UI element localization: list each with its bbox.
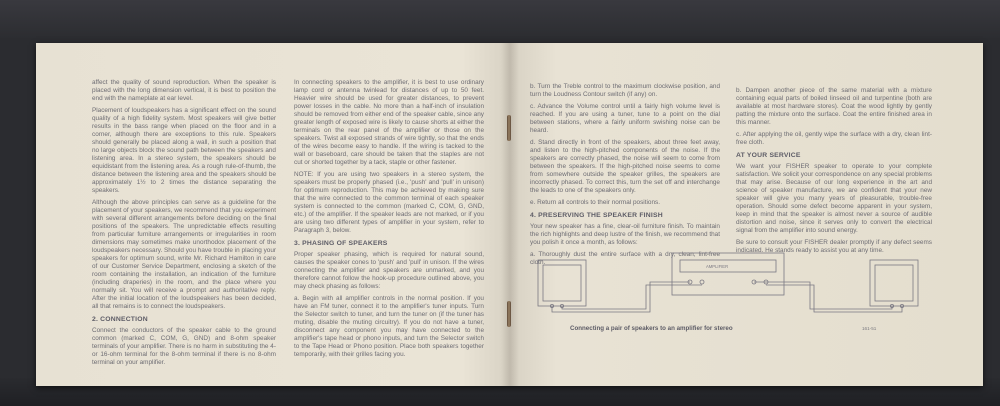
page4-paragraph: Be sure to consult your FISHER dealer promptly if any defect seems indicated. He stands ready to assist you at any time.	[736, 239, 932, 254]
page4-column	[736, 87, 932, 259]
wire-right-common	[754, 282, 892, 309]
page2-paragraph: Proper speaker phasing, which is required for natural sound, causes the speaker cones to 'push' and 'pull' in unison. If the wires connecting the amplifier and speakers are unmarked, and you therefore cannot follow the hook-up procedure outlined above, you may check phasing as follows:	[294, 251, 484, 290]
page3-column	[530, 83, 720, 271]
amplifier-terminal	[700, 280, 704, 284]
page-code: 161-51	[862, 326, 877, 331]
staple-top	[507, 115, 511, 141]
amplifier-label: AMPLIFIER	[706, 264, 729, 269]
amplifier-outline	[672, 253, 784, 295]
heading-preserving-finish: 4. PRESERVING THE SPEAKER FINISH	[530, 212, 663, 219]
diagram-caption: Connecting a pair of speakers to an amplifier for stereo	[570, 325, 733, 332]
wire-left-8ohm	[562, 285, 702, 309]
page1-column	[92, 79, 276, 371]
wire-left-common	[552, 282, 690, 312]
staple-bottom	[507, 301, 511, 327]
heading-connection: 2. CONNECTION	[92, 316, 148, 323]
dark-background-top	[0, 0, 1000, 38]
page3-paragraph: b. Turn the Treble control to the maximum clockwise position, and turn the Loudness Contour switch (if any) on.	[530, 83, 720, 98]
page2-paragraph: NOTE: If you are using two speakers in a stereo system, the speakers must be properly phased (i.e., 'push' and 'pull' in unison) for optimum reproduction. This may be achieved by making sure that the wire connected to the common terminal of each speaker system is connected to the common (marked C, COM, G, GND, etc.) of the amplifier. If the speaker leads are not marked, or if you are using two different types of amplifier in your system, refer to Paragraph 3, below.	[294, 171, 484, 234]
page3-paragraph: e. Return all controls to their normal positions.	[530, 199, 661, 206]
wire-right-8ohm	[766, 285, 902, 312]
page4-paragraph: c. After applying the oil, gently wipe the surface with a dry, clean lint-free cloth.	[736, 131, 932, 146]
page3-paragraph: c. Advance the Volume control until a fairly high volume level is reached. If you are using a tuner, tune to a point on the dial between stations, where a fairly uniform swishing noise can be heard.	[530, 103, 720, 134]
page1-paragraph: affect the quality of sound reproduction. When the speaker is placed with the long dimension vertical, it is best to position the end with the nameplate at ear level.	[92, 79, 276, 102]
page1-paragraph: Placement of loudspeakers has a significant effect on the sound quality of a high fidelity system. Most speakers will give better results in the bass range when placed on the floor and in a corner, although there are exceptions to this rule. Speakers should generally be placed along a wall, in such a position that no large objects block the sound path between the speakers and listening area. In a stereo system, the speakers should be equidistant from the listening area. As a rough rule-of-thumb, the distance between the listening area and the speakers should be approximately 1½ to 2 times the distance separating the speakers.	[92, 107, 276, 194]
page2-paragraph: In connecting speakers to the amplifier, it is best to use ordinary lamp cord or antenna twinlead for distances of up to 50 feet. Heavier wire should be used for greater distances, to prevent power losses in the cable. No more than a half-inch of insulation should be removed from either end of the speaker cable, since any greater length of exposed wire is likely to cause shorts at either the terminals on the rear panel of the amplifier or those on the speakers. Twist all exposed strands of wire tightly, so that the ends of the wires become easy to handle. If the wiring is tacked to the wall or baseboard, care should be taken that the staples are not cut or shorted together by a tack, staple or other fastener.	[294, 79, 484, 166]
page3-paragraph: d. Stand directly in front of the speakers, about three feet away, and listen to the high-pitched components of the noise. If the speakers are correctly phased, the noise will seem to come from between the speakers. If the high-pitched noise seems to come from somewhere outside the speaker grilles, the speakers are incorrectly phased. To correct this, turn the set off and interchange the leads to one of the speakers only.	[530, 139, 720, 194]
speaker-wiring-diagram	[530, 248, 936, 318]
page3-paragraph: a. Thoroughly dust the entire surface with a dry, clean, lint-free cloth.	[530, 251, 720, 266]
page3-paragraph: Your new speaker has a fine, clear-oil furniture finish. To maintain the rich highlights and deep lustre of the finish, we recommend that you polish it once a month, as follows:	[530, 223, 720, 246]
open-manual-booklet	[36, 43, 983, 386]
left-speaker-grille	[543, 265, 581, 301]
left-speaker-outline	[538, 260, 586, 306]
page4-paragraph: b. Dampen another piece of the same material with a mixture containing equal parts of boiled linseed oil and turpentine (both are available at most hardware stores). Coat the wood lightly by gently patting the mixture onto the surface. Coat the entire finished area in this manner.	[736, 87, 932, 126]
page1-paragraph: Although the above principles can serve as a guideline for the placement of your speakers, we recommend that you experiment with several different arrangements before deciding on the final positions of the speakers. The unpredictable effects resulting from particular furniture arrangements or irregularities in room dimensions may sometimes make unorthodox placement of the loudspeakers necessary. Should you have trouble in placing your speakers for optimum sound, write Mr. Richard Hamilton in care of our Customer Service Department, enclosing a sketch of the room containing the installation, an indication of the furniture (including draperies) in the room, and the place where you normally sit. You will receive a prompt and authoritative reply. After the initial location of the loudspeakers has been decided, all that remains is to connect the loudspeakers.	[92, 199, 276, 310]
heading-phasing: 3. PHASING OF SPEAKERS	[294, 240, 388, 247]
heading-at-your-service: AT YOUR SERVICE	[736, 152, 801, 159]
right-speaker-grille	[875, 265, 913, 301]
booklet-spine	[501, 43, 519, 386]
page4-paragraph: We want your FISHER speaker to operate to your complete satisfaction. We solicit your correspondence on any special problems that may arise. Because of our long experience in the art and science of speaker manufacture, we are confident that your new speaker will give you many years of pleasurable, trouble-free operation. Should some defect become apparent in your system, keep in mind that the speaker is almost never a source of audible distortion and noise, since it serves only to convert the electrical signal from the amplifier into sound energy.	[736, 163, 932, 234]
page2-paragraph: a. Begin with all amplifier controls in the normal position. If you have an FM tuner, connect it to the amplifier's tuner inputs. Turn the Selector switch to tuner, and turn the tuner on (if the tuner has muting, disable the muting circuitry). If you do not have a tuner, disconnect any component you may have connected to the amplifier's tape head or phono inputs, and turn the Selector switch to the Tape Head or Phono position. Place both speakers together temporarily, with their grilles facing you.	[294, 295, 484, 358]
right-speaker-outline	[870, 260, 918, 306]
page2-column	[294, 79, 484, 363]
page1-paragraph: Connect the conductors of the speaker cable to the ground common (marked C, COM, G, GND) and 8-ohm speaker terminals of your amplifier. There is no harm in substituting the 4- or 16-ohm terminal for the 8-ohm terminal if there is no 8-ohm terminal on your amplifier.	[92, 327, 276, 366]
